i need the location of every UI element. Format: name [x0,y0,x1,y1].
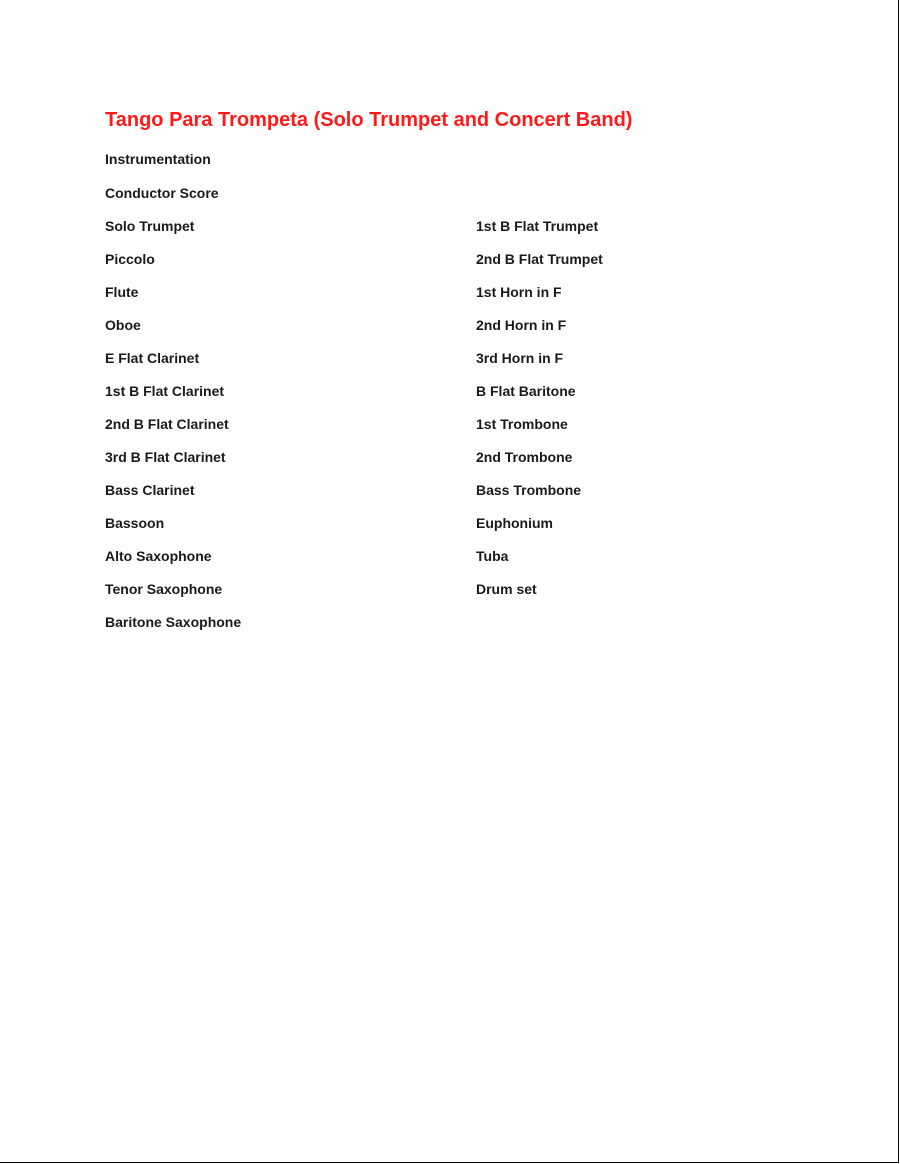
instrument-item: Flute [105,284,139,300]
instrument-item: Tuba [476,548,509,564]
instrument-item: B Flat Baritone [476,383,576,399]
instrumentation-heading: Instrumentation [105,151,211,167]
instrument-item: Oboe [105,317,141,333]
instrument-item: 2nd B Flat Clarinet [105,416,229,432]
instrument-item: 1st B Flat Clarinet [105,383,225,399]
instrument-item: 2nd Trombone [476,449,573,465]
instrument-item: 2nd B Flat Trumpet [476,251,603,267]
instrument-item: Euphonium [476,515,553,531]
instrument-item: Solo Trumpet [105,218,195,234]
instrument-item: Drum set [476,581,537,597]
instrument-item: 3rd B Flat Clarinet [105,449,226,465]
instrument-item: 2nd Horn in F [476,317,567,333]
instrument-item: 3rd Horn in F [476,350,564,366]
instrument-item: Alto Saxophone [105,548,212,564]
conductor-score-label: Conductor Score [105,185,219,201]
instrument-item: 1st Horn in F [476,284,562,300]
instrument-item: Piccolo [105,251,155,267]
instrument-item: 1st B Flat Trumpet [476,218,599,234]
instrument-item: E Flat Clarinet [105,350,200,366]
instrument-item: Tenor Saxophone [105,581,223,597]
instrument-item: Bassoon [105,515,165,531]
instrument-item: Baritone Saxophone [105,614,242,630]
instrument-item: Bass Trombone [476,482,582,498]
instrument-item: Bass Clarinet [105,482,195,498]
instrument-item: 1st Trombone [476,416,568,432]
document-title: Tango Para Trompeta (Solo Trumpet and Concert Band) [105,109,633,131]
